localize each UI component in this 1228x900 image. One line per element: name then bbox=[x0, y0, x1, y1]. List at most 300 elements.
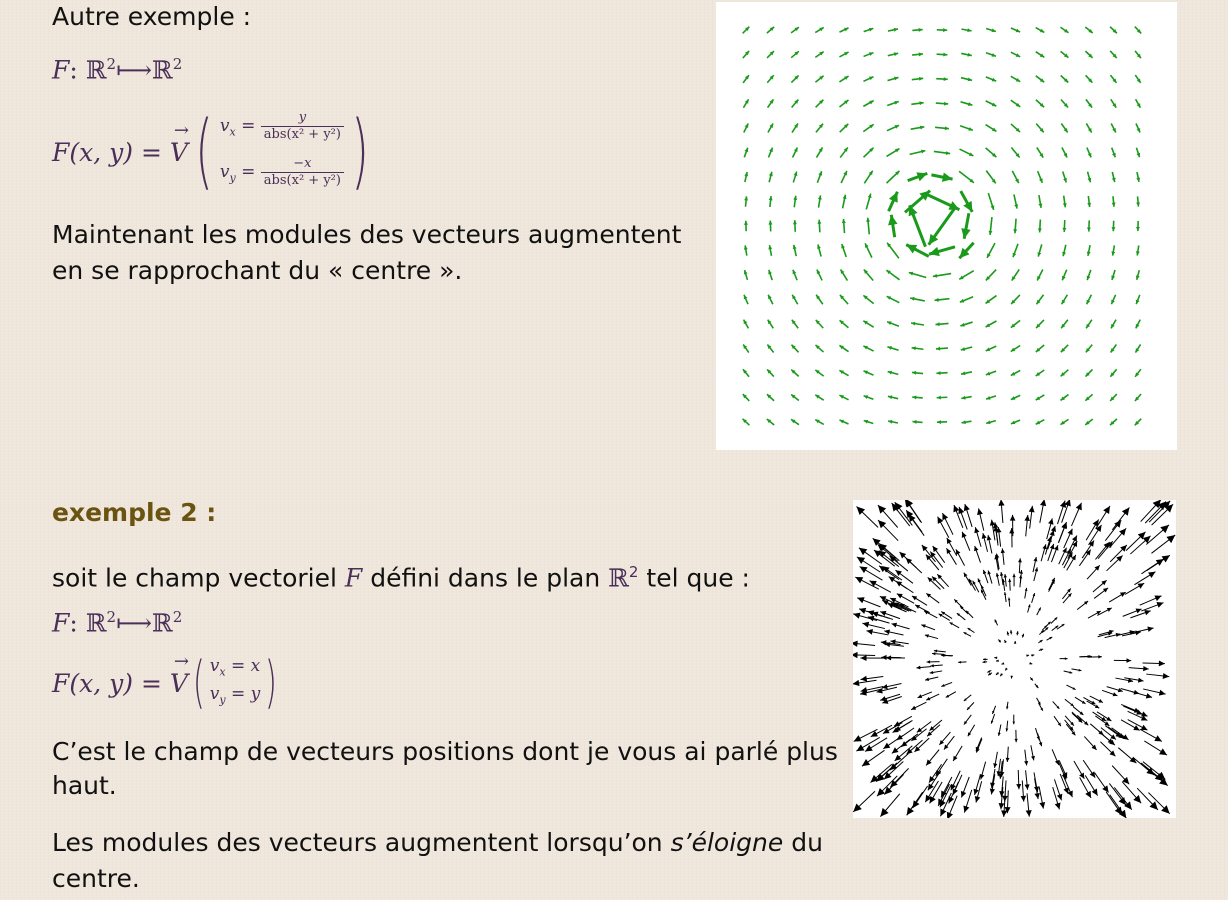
field-arrow bbox=[1011, 395, 1020, 399]
field-arrow bbox=[769, 196, 773, 207]
field-arrow bbox=[1141, 763, 1163, 781]
field-arrow bbox=[1085, 775, 1097, 795]
field-arrow bbox=[986, 396, 996, 400]
field-arrow bbox=[998, 724, 1001, 735]
field-arrow bbox=[929, 207, 956, 244]
field-arrow bbox=[768, 320, 774, 329]
field-arrow bbox=[1032, 593, 1036, 603]
field-arrow bbox=[1011, 295, 1020, 304]
field-arrow bbox=[768, 99, 774, 107]
math-symbol: V bbox=[169, 137, 188, 167]
field-arrow bbox=[880, 794, 899, 817]
field-arrow bbox=[817, 220, 821, 233]
field-arrow bbox=[1038, 171, 1043, 183]
field-arrow bbox=[1053, 787, 1061, 809]
field-arrow bbox=[864, 52, 874, 56]
field-arrow bbox=[936, 759, 948, 776]
field-arrow bbox=[888, 77, 899, 81]
field-arrow bbox=[842, 219, 846, 233]
field-arrow bbox=[974, 527, 981, 547]
field-arrow bbox=[935, 298, 950, 302]
field-arrow bbox=[1028, 604, 1031, 612]
field-arrow bbox=[843, 195, 847, 209]
field-arrow bbox=[941, 682, 952, 686]
field-arrow bbox=[993, 752, 997, 768]
field-arrow bbox=[840, 100, 849, 107]
math-symbol: : bbox=[69, 608, 78, 638]
field-arrow bbox=[1112, 766, 1129, 785]
math-symbol: F bbox=[52, 608, 70, 638]
field-arrow bbox=[1011, 52, 1020, 57]
field-arrow bbox=[1129, 666, 1149, 671]
math-symbol: ⟼ bbox=[116, 608, 152, 638]
field-arrow bbox=[866, 194, 871, 210]
field-arrow bbox=[1011, 345, 1020, 351]
field-arrow bbox=[1135, 344, 1140, 352]
field-arrow bbox=[1061, 320, 1068, 328]
field-arrow bbox=[1063, 593, 1072, 603]
field-arrow bbox=[996, 659, 999, 662]
field-arrow bbox=[934, 649, 946, 652]
field-arrow bbox=[1086, 345, 1092, 353]
field-arrow bbox=[1025, 588, 1028, 599]
mapping-formula bbox=[52, 55, 182, 84]
field-arrow bbox=[1062, 245, 1066, 256]
field-arrow bbox=[986, 148, 997, 157]
field-arrow bbox=[1135, 419, 1141, 426]
field-arrow bbox=[986, 28, 996, 32]
math-symbol: y bbox=[261, 110, 344, 127]
field-arrow bbox=[1011, 76, 1020, 81]
field-arrow bbox=[1038, 640, 1042, 643]
field-arrow bbox=[1112, 196, 1116, 206]
field-arrow bbox=[968, 725, 975, 736]
field-arrow bbox=[961, 77, 972, 81]
field-arrow bbox=[1111, 99, 1116, 107]
field-arrow bbox=[1006, 747, 1010, 762]
field-arrow bbox=[926, 593, 939, 603]
field-arrow bbox=[743, 419, 750, 425]
field-arrow bbox=[1080, 655, 1092, 658]
field-arrow bbox=[767, 369, 774, 376]
fraction bbox=[261, 110, 344, 143]
field-arrow bbox=[853, 641, 875, 647]
field-arrow bbox=[1111, 245, 1115, 255]
field-arrow bbox=[1036, 295, 1043, 304]
radial-field-figure bbox=[853, 500, 1176, 818]
field-arrow bbox=[960, 297, 973, 303]
field-arrow bbox=[894, 716, 912, 726]
field-arrow bbox=[1026, 654, 1029, 657]
field-arrow bbox=[887, 296, 900, 302]
field-arrow bbox=[1121, 689, 1140, 695]
field-arrow bbox=[926, 750, 939, 766]
field-arrow bbox=[911, 126, 925, 130]
field-arrow bbox=[1008, 597, 1011, 606]
field-arrow bbox=[1136, 99, 1141, 107]
field-arrow bbox=[942, 513, 953, 535]
field-arrow bbox=[1036, 345, 1044, 352]
field-arrow bbox=[935, 322, 948, 326]
field-arrow bbox=[921, 624, 935, 629]
field-arrow bbox=[1105, 520, 1121, 541]
field-arrow bbox=[1144, 741, 1167, 755]
field-arrow bbox=[793, 220, 797, 232]
field-arrow bbox=[857, 507, 879, 528]
field-arrow bbox=[918, 692, 932, 698]
field-arrow bbox=[961, 191, 973, 212]
field-arrow bbox=[1034, 567, 1038, 581]
field-arrow bbox=[986, 270, 996, 281]
field-arrow bbox=[863, 124, 873, 131]
field-arrow bbox=[1110, 51, 1116, 58]
field-arrow bbox=[954, 599, 963, 608]
field-arrow bbox=[888, 371, 899, 375]
field-arrow bbox=[1136, 320, 1140, 329]
field-arrow bbox=[961, 102, 973, 106]
field-arrow bbox=[911, 322, 924, 326]
field-arrow bbox=[744, 196, 748, 206]
field-arrow bbox=[767, 345, 773, 353]
vector-symbol bbox=[169, 650, 189, 698]
left-paren: ( bbox=[192, 650, 205, 716]
field-arrow bbox=[1029, 662, 1032, 665]
field-arrow bbox=[1061, 370, 1069, 377]
field-arrow bbox=[1025, 770, 1030, 789]
field-arrow bbox=[910, 150, 926, 155]
field-arrow bbox=[768, 295, 773, 304]
fraction bbox=[261, 156, 344, 189]
field-arrow bbox=[768, 245, 772, 256]
field-arrow bbox=[935, 126, 949, 130]
field-arrow bbox=[1049, 580, 1055, 592]
field-arrow bbox=[1102, 690, 1117, 696]
field-arrow bbox=[912, 52, 923, 56]
field-arrow bbox=[1036, 395, 1045, 400]
field-arrow bbox=[887, 321, 899, 326]
field-arrow bbox=[1005, 668, 1008, 671]
field-arrow bbox=[986, 296, 997, 304]
math-symbol: F bbox=[344, 563, 363, 593]
field-arrow bbox=[983, 658, 988, 661]
field-arrow bbox=[1031, 745, 1035, 760]
field-arrow bbox=[1059, 548, 1067, 564]
field-arrow bbox=[791, 345, 798, 353]
field-arrow bbox=[927, 660, 940, 663]
math-symbol: : bbox=[69, 55, 78, 85]
field-arrow bbox=[1130, 610, 1150, 618]
field-arrow bbox=[878, 520, 898, 541]
field-arrow bbox=[839, 395, 848, 400]
field-arrow bbox=[960, 126, 973, 131]
field-arrow bbox=[1086, 520, 1099, 541]
field-arrow bbox=[995, 619, 998, 625]
field-arrow bbox=[1110, 394, 1117, 401]
field-arrow bbox=[744, 123, 748, 132]
field-arrow bbox=[1109, 592, 1126, 602]
field-arrow bbox=[961, 396, 971, 400]
field-arrow bbox=[1110, 75, 1116, 83]
field-arrow bbox=[1038, 220, 1042, 233]
field-arrow bbox=[815, 370, 823, 376]
field-arrow bbox=[991, 714, 995, 724]
field-arrow bbox=[1037, 270, 1043, 281]
field-arrow bbox=[996, 672, 999, 675]
field-arrow bbox=[1125, 583, 1144, 594]
field-arrow bbox=[912, 420, 922, 424]
math-symbol: ℝ bbox=[151, 55, 173, 85]
field-arrow bbox=[961, 53, 972, 57]
field-arrow bbox=[815, 27, 823, 32]
field-arrow bbox=[767, 419, 774, 425]
field-arrow bbox=[941, 612, 952, 619]
field-arrow bbox=[768, 221, 772, 232]
field-arrow bbox=[1036, 320, 1044, 328]
field-arrow bbox=[1111, 295, 1115, 304]
field-arrow bbox=[792, 295, 797, 305]
field-arrow bbox=[1146, 525, 1169, 545]
field-arrow bbox=[1001, 548, 1005, 564]
field-arrow bbox=[911, 101, 923, 105]
math-symbol: F(x, y) bbox=[52, 137, 133, 167]
field-arrow bbox=[1037, 147, 1043, 157]
field-arrow bbox=[1000, 673, 1003, 676]
field-arrow bbox=[863, 77, 873, 82]
field-arrow bbox=[1077, 601, 1088, 610]
field-arrow bbox=[1012, 715, 1015, 725]
field-arrow bbox=[1110, 369, 1116, 376]
field-arrow bbox=[1084, 736, 1096, 749]
field-arrow bbox=[815, 76, 823, 83]
field-arrow bbox=[987, 243, 995, 258]
field-arrow bbox=[1036, 728, 1040, 740]
field-arrow bbox=[887, 346, 898, 350]
field-arrow bbox=[743, 369, 749, 376]
math-symbol: v bbox=[209, 684, 220, 705]
field-arrow bbox=[926, 694, 939, 700]
field-arrow bbox=[887, 125, 899, 131]
field-arrow bbox=[1146, 673, 1169, 679]
field-arrow bbox=[792, 320, 798, 329]
math-symbol: F bbox=[52, 55, 70, 85]
field-arrow bbox=[887, 171, 900, 183]
math-symbol: → bbox=[173, 650, 189, 672]
field-arrow bbox=[930, 671, 942, 674]
field-arrow bbox=[959, 271, 973, 280]
paragraph-line bbox=[52, 826, 823, 860]
field-arrow bbox=[936, 347, 948, 351]
field-arrow bbox=[1011, 320, 1020, 327]
field-arrow bbox=[840, 295, 848, 304]
math-symbol: −x bbox=[261, 156, 344, 173]
field-arrow bbox=[1112, 148, 1116, 158]
math-symbol: abs(x² + y²) bbox=[263, 127, 341, 142]
field-arrow bbox=[1022, 634, 1024, 638]
field-arrow bbox=[982, 533, 988, 552]
field-arrow bbox=[1036, 100, 1044, 107]
field-arrow bbox=[767, 27, 774, 33]
field-arrow bbox=[909, 272, 926, 278]
field-arrow bbox=[953, 746, 962, 761]
field-arrow bbox=[930, 552, 942, 568]
field-arrow bbox=[1036, 420, 1045, 425]
field-arrow bbox=[1136, 124, 1140, 133]
field-arrow bbox=[1085, 394, 1092, 400]
field-arrow bbox=[937, 53, 948, 57]
field-arrow bbox=[815, 52, 823, 58]
field-arrow bbox=[1111, 123, 1116, 132]
field-arrow bbox=[1039, 630, 1043, 634]
math-symbol: 2 bbox=[172, 608, 183, 626]
field-arrow bbox=[1037, 608, 1041, 616]
field-arrow bbox=[888, 395, 898, 399]
field-arrow bbox=[880, 611, 900, 619]
field-arrow bbox=[1039, 649, 1043, 651]
field-arrow bbox=[1136, 295, 1140, 304]
field-arrow bbox=[1062, 295, 1068, 305]
field-arrow bbox=[1066, 724, 1075, 735]
field-arrow bbox=[841, 171, 847, 183]
field-arrow bbox=[888, 215, 897, 237]
text-span: Les modules des vecteurs augmentent lorsqu’on bbox=[52, 828, 671, 857]
field-arrow bbox=[982, 661, 987, 664]
field-arrow bbox=[744, 245, 748, 255]
field-arrow bbox=[862, 622, 884, 629]
field-arrow bbox=[906, 558, 922, 573]
field-arrow bbox=[1016, 770, 1021, 789]
paragraph-line: haut. bbox=[52, 771, 117, 800]
field-arrow bbox=[1036, 76, 1044, 82]
field-arrow bbox=[1073, 707, 1083, 715]
field-arrow bbox=[1000, 572, 1003, 585]
field-arrow bbox=[1118, 748, 1136, 763]
field-arrow bbox=[864, 148, 874, 158]
field-arrow bbox=[1136, 221, 1140, 231]
field-arrow bbox=[1087, 196, 1091, 207]
field-arrow bbox=[912, 596, 927, 605]
field-arrow bbox=[1036, 52, 1045, 58]
math-symbol: y bbox=[219, 693, 226, 707]
field-arrow bbox=[1087, 295, 1092, 304]
field-arrow bbox=[1059, 522, 1067, 542]
field-arrow bbox=[889, 192, 898, 211]
field-arrow bbox=[1114, 658, 1131, 663]
field-arrow bbox=[1135, 51, 1141, 58]
field-arrow bbox=[1011, 28, 1020, 32]
math-symbol: ℝ bbox=[151, 608, 173, 638]
field-arrow bbox=[1151, 535, 1175, 553]
field-arrow bbox=[791, 75, 798, 82]
field-arrow bbox=[1013, 244, 1018, 257]
field-arrow bbox=[912, 77, 923, 81]
math-symbol: = bbox=[140, 137, 162, 167]
field-arrow bbox=[912, 28, 922, 32]
field-arrow bbox=[1060, 27, 1068, 33]
field-arrow bbox=[989, 217, 993, 235]
field-arrow bbox=[953, 505, 962, 528]
field-arrow bbox=[977, 508, 984, 530]
field-arrow bbox=[816, 295, 823, 304]
field-arrow bbox=[986, 101, 997, 106]
field-arrow bbox=[839, 345, 848, 351]
field-arrow bbox=[936, 371, 947, 375]
field-arrow bbox=[1038, 195, 1042, 208]
field-arrow bbox=[959, 243, 973, 259]
text-span: du bbox=[783, 828, 823, 857]
math-symbol: → bbox=[173, 119, 189, 141]
field-arrow bbox=[1134, 572, 1155, 585]
field-arrow bbox=[1016, 631, 1019, 635]
math-symbol: y bbox=[229, 171, 236, 185]
field-arrow bbox=[840, 320, 849, 328]
math-symbol: ℝ bbox=[85, 55, 107, 85]
paragraph-line: centre. bbox=[52, 864, 140, 893]
field-arrow bbox=[816, 320, 824, 328]
field-arrow bbox=[864, 371, 874, 375]
field-arrow bbox=[865, 243, 872, 257]
field-arrow bbox=[1064, 671, 1073, 674]
field-arrow bbox=[816, 147, 822, 157]
vy-row: $v_y$ = $\frac{-x}{\text{abs(x² + y²)}}$ bbox=[220, 152, 344, 198]
field-arrow bbox=[1109, 783, 1126, 805]
field-arrow bbox=[998, 500, 1004, 523]
field-arrow bbox=[1039, 786, 1045, 808]
field-arrow bbox=[946, 692, 956, 698]
field-arrow bbox=[1105, 633, 1121, 638]
field-arrow bbox=[925, 634, 938, 638]
field-arrow bbox=[1040, 500, 1046, 523]
field-definition bbox=[52, 106, 376, 199]
field-arrow bbox=[1087, 172, 1091, 183]
field-arrow bbox=[1111, 270, 1115, 280]
field-arrow bbox=[863, 321, 873, 327]
field-arrow bbox=[1002, 780, 1008, 801]
field-arrow bbox=[986, 420, 996, 424]
field-arrow bbox=[888, 420, 898, 424]
field-arrow bbox=[1061, 100, 1068, 108]
right-paren: ) bbox=[351, 104, 369, 200]
field-arrow bbox=[1012, 269, 1019, 280]
field-arrow bbox=[973, 775, 980, 795]
field-arrow bbox=[964, 573, 971, 586]
field-arrow bbox=[987, 570, 992, 583]
math-symbol: x bbox=[250, 656, 261, 676]
field-arrow bbox=[1051, 617, 1057, 623]
field-arrow bbox=[1136, 246, 1140, 256]
field-arrow bbox=[1011, 420, 1020, 424]
field-arrow bbox=[968, 628, 975, 633]
field-arrow bbox=[988, 673, 992, 676]
field-arrow bbox=[946, 548, 956, 564]
field-arrow bbox=[924, 611, 937, 618]
field-arrow bbox=[1110, 419, 1117, 425]
field-arrow bbox=[1135, 27, 1141, 34]
field-arrow bbox=[960, 149, 974, 156]
field-arrow bbox=[1030, 677, 1033, 680]
field-arrow bbox=[1087, 148, 1091, 158]
field-arrow bbox=[1112, 172, 1116, 182]
field-arrow bbox=[1098, 541, 1113, 558]
field-arrow bbox=[743, 394, 750, 401]
field-arrow bbox=[1083, 760, 1095, 778]
field-arrow bbox=[964, 632, 971, 636]
field-arrow bbox=[1107, 687, 1123, 693]
field-arrow bbox=[1029, 506, 1035, 529]
field-arrow bbox=[1008, 579, 1011, 591]
field-arrow bbox=[792, 123, 798, 132]
field-arrow bbox=[839, 76, 848, 82]
text-span: défini dans le plan bbox=[362, 563, 609, 593]
